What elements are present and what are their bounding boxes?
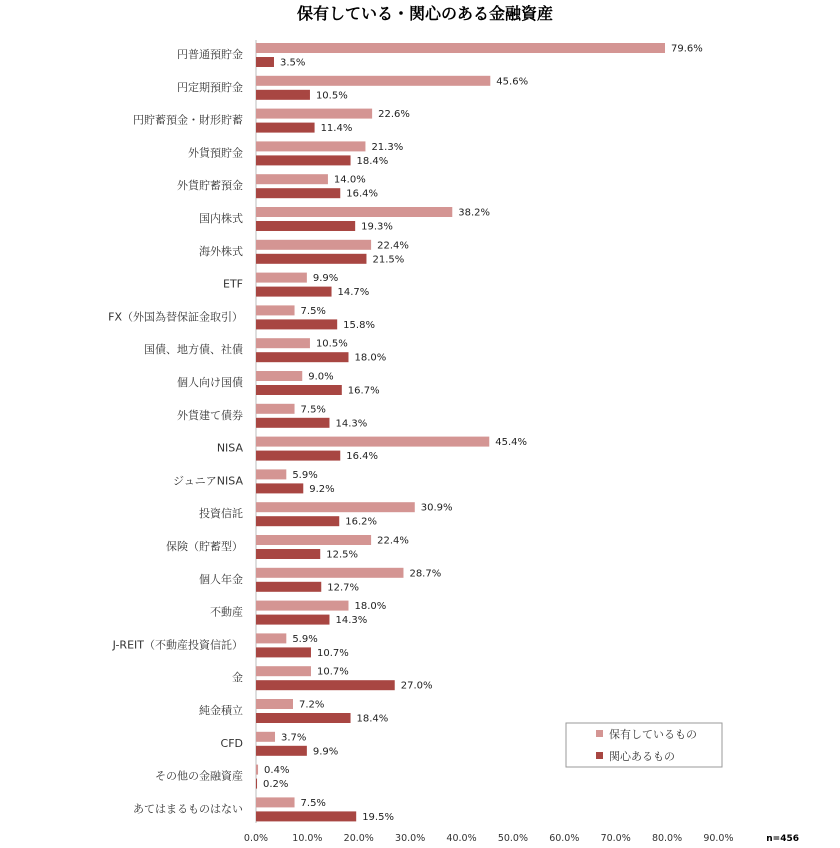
data-label: 18.0% [354, 352, 387, 364]
bar-held [256, 535, 371, 545]
data-label: 16.4% [346, 451, 379, 463]
category-label: CFD [220, 736, 243, 750]
bar-held [256, 765, 258, 775]
data-label: 9.2% [309, 483, 335, 495]
bar-held [256, 338, 310, 348]
bars-group [256, 43, 703, 823]
bar-held [256, 666, 311, 676]
bar-interest [256, 352, 348, 362]
category-label: ETF [223, 277, 243, 291]
x-tick-label: 40.0% [446, 833, 477, 844]
category-label: 純金積立 [199, 704, 243, 717]
data-label: 22.6% [378, 109, 410, 121]
category-label: 個人年金 [199, 572, 243, 586]
data-label: 9.9% [312, 746, 339, 758]
sample-size-note: n=456 [766, 834, 799, 844]
data-label: 10.5% [315, 90, 348, 102]
bar-held [256, 469, 286, 479]
bar-interest [256, 57, 274, 67]
bar-held [256, 174, 328, 184]
x-tick-label: 30.0% [395, 833, 426, 844]
data-label: 27.0% [400, 680, 433, 692]
data-label: 19.3% [361, 221, 393, 233]
category-label: 投資信託 [199, 507, 243, 521]
bar-interest [256, 254, 366, 264]
bar-interest [256, 90, 310, 100]
category-label: 国債、地方債、社債 [144, 343, 243, 357]
bar-held [256, 502, 415, 512]
x-tick-label: 50.0% [497, 833, 529, 844]
category-label: 保険（貯蓄型） [166, 540, 243, 553]
bar-interest [256, 287, 332, 297]
bar-interest [256, 549, 320, 559]
data-label: 9.9% [312, 273, 339, 285]
bar-interest [256, 451, 340, 461]
data-label: 14.3% [335, 615, 368, 627]
data-label: 21.5% [372, 254, 405, 266]
bar-interest [256, 779, 257, 789]
data-label: 3.5% [279, 57, 306, 69]
bar-held [256, 207, 452, 217]
bar-interest [256, 188, 340, 198]
data-label: 12.7% [327, 582, 360, 594]
data-label: 12.5% [326, 549, 359, 561]
data-label: 18.4% [356, 155, 389, 167]
category-label: 外貨預貯金 [188, 146, 243, 160]
data-label: 22.4% [377, 535, 409, 547]
category-label: 国内株式 [199, 212, 243, 225]
data-label: 5.9% [292, 469, 318, 481]
bar-interest [256, 647, 311, 657]
category-label: 円定期預貯金 [177, 80, 243, 94]
bar-interest [256, 811, 356, 821]
data-label: 7.5% [300, 797, 326, 809]
category-label: 不動産 [210, 605, 243, 619]
bar-interest [256, 155, 351, 165]
data-label: 14.7% [337, 287, 370, 299]
chart-title: 保有している・関心のある金融資産 [296, 4, 554, 23]
data-label: 10.7% [316, 647, 349, 659]
data-label: 3.7% [281, 732, 307, 744]
data-label: 10.7% [316, 666, 349, 678]
legend-label-interest: 関心あるもの [609, 750, 675, 763]
category-label: あてはまるものはない [133, 802, 243, 816]
x-tick-label: 20.0% [343, 833, 374, 844]
legend-swatch-held [596, 730, 603, 737]
category-label: 金 [232, 671, 243, 685]
bar-held [256, 43, 665, 53]
x-tick-label: 80.0% [651, 833, 683, 844]
bar-interest [256, 221, 355, 231]
x-tick-label: 60.0% [549, 833, 580, 844]
data-label: 45.4% [495, 437, 528, 449]
data-label: 10.5% [315, 338, 348, 350]
x-tick-label: 10.0% [292, 833, 323, 844]
category-label: ジュニアNISA [173, 474, 243, 488]
category-label: 円貯蓄預金・財形貯蓄 [133, 113, 243, 127]
bar-interest [256, 615, 329, 625]
data-label: 79.6% [671, 43, 703, 55]
bar-held [256, 273, 307, 283]
bar-interest [256, 418, 329, 428]
bar-interest [256, 123, 315, 133]
category-labels [108, 47, 244, 815]
bar-held [256, 76, 490, 86]
x-tick-label: 70.0% [600, 833, 631, 844]
data-label: 30.9% [420, 502, 453, 514]
data-label: 0.2% [263, 779, 289, 791]
x-tick-label: 0.0% [243, 833, 269, 844]
data-label: 16.2% [345, 516, 378, 528]
bar-held [256, 797, 295, 807]
category-label: 海外株式 [199, 244, 243, 258]
data-label: 14.3% [335, 418, 368, 430]
data-label: 28.7% [409, 568, 442, 580]
x-tick-label: 90.0% [703, 833, 734, 844]
category-label: 円普通預貯金 [177, 48, 243, 61]
data-label: 0.4% [264, 765, 290, 777]
category-label: その他の金融資産 [155, 769, 243, 783]
data-label: 45.6% [496, 76, 529, 88]
legend-label-held: 保有しているもの [609, 728, 697, 741]
bar-held [256, 633, 286, 643]
bar-interest [256, 516, 339, 526]
data-label: 5.9% [292, 633, 318, 645]
data-label: 7.5% [300, 404, 326, 416]
bar-held [256, 699, 293, 709]
category-label: NISA [216, 441, 243, 455]
data-label: 19.5% [362, 811, 394, 823]
data-label: 7.2% [298, 699, 325, 711]
bar-interest [256, 483, 303, 493]
bar-interest [256, 713, 351, 723]
bar-held [256, 305, 295, 315]
bar-held [256, 568, 403, 578]
bar-held [256, 732, 275, 742]
bar-held [256, 601, 348, 611]
bar-interest [256, 746, 307, 756]
bar-interest [256, 680, 395, 690]
legend [566, 723, 722, 767]
bar-held [256, 404, 295, 414]
category-label: 外貨建て債券 [177, 408, 243, 422]
data-label: 18.4% [356, 713, 389, 725]
data-label: 16.7% [347, 385, 380, 397]
category-label: 外貨貯蓄預金 [177, 179, 243, 193]
category-label: J-REIT（不動産投資信託） [112, 638, 243, 652]
legend-swatch-interest [596, 752, 603, 759]
bar-interest [256, 582, 321, 592]
bar-held [256, 109, 372, 119]
data-label: 7.5% [300, 305, 326, 317]
category-label: 個人向け国債 [177, 376, 243, 389]
category-label: FX（外国為替保証金取引） [108, 310, 243, 324]
bar-interest [256, 319, 337, 329]
bar-held [256, 371, 302, 381]
data-label: 16.4% [346, 188, 379, 200]
data-label: 11.4% [320, 123, 353, 135]
bar-held [256, 141, 365, 151]
data-label: 22.4% [377, 240, 409, 252]
bar-held [256, 437, 489, 447]
data-label: 9.0% [308, 371, 334, 383]
x-axis-ticks [244, 833, 734, 844]
data-label: 14.0% [333, 174, 366, 186]
bar-interest [256, 385, 342, 395]
data-label: 15.8% [343, 319, 375, 331]
data-label: 21.3% [371, 141, 404, 153]
data-label: 18.0% [354, 601, 387, 613]
bar-held [256, 240, 371, 250]
data-label: 38.2% [458, 207, 491, 219]
